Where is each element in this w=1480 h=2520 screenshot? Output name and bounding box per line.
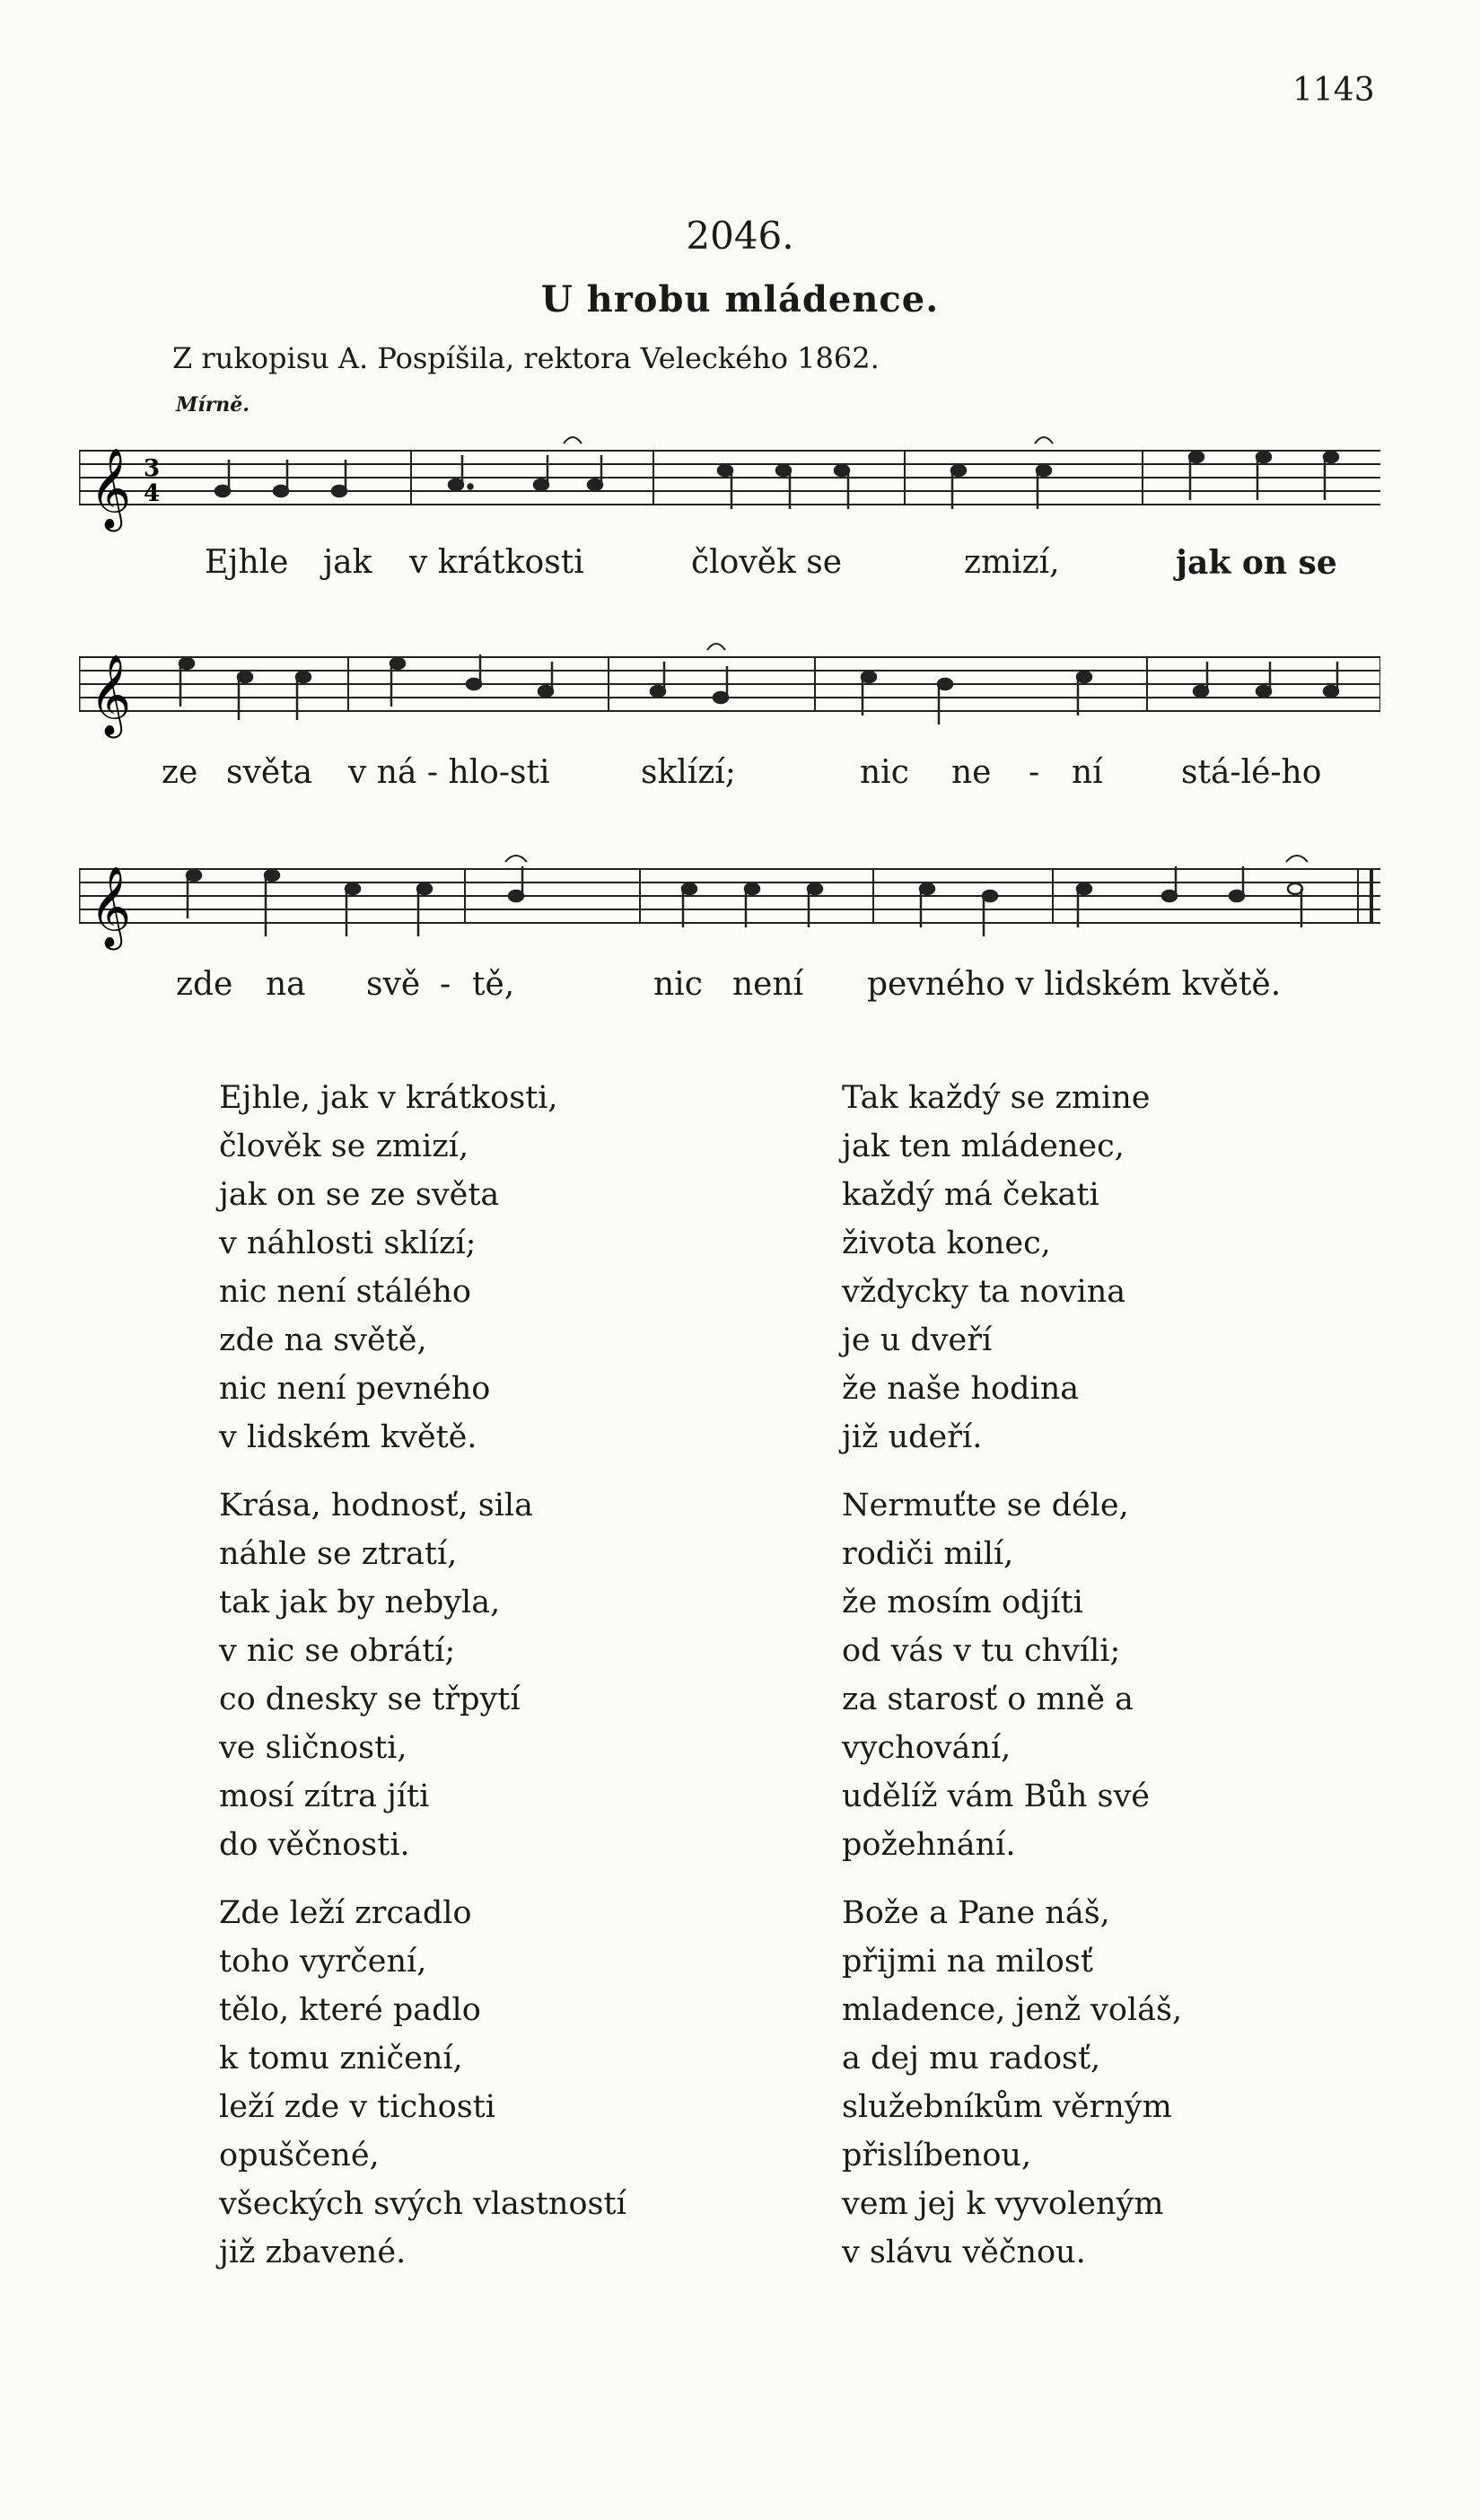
- verse-line: náhle se ztratí,: [219, 1536, 458, 1572]
- lyric-word: pevného v lidském květě.: [867, 966, 1282, 1003]
- verse-2: [219, 1481, 533, 1869]
- lyric-word: zmizí,: [964, 544, 1060, 581]
- lyric-word: -: [440, 966, 451, 1003]
- verse-1: [219, 1074, 558, 1462]
- verse-line: v slávu věčnou.: [842, 2235, 1086, 2270]
- verse-line: opuščené,: [219, 2138, 380, 2173]
- verse-line: přijmi na milosť: [842, 1944, 1093, 1980]
- verse-line: v náhlosti sklízí;: [219, 1225, 477, 1261]
- verse-line: k tomu zničení,: [219, 2041, 463, 2077]
- lyric-word: v krátkosti: [409, 544, 584, 581]
- lyric-word: stá-lé-ho: [1181, 754, 1322, 791]
- lyric-word: tě,: [472, 966, 515, 1003]
- lyric-word: nic: [653, 966, 703, 1003]
- verse-line: člověk se zmizí,: [219, 1128, 469, 1164]
- verse-line: udělíž vám Bůh své: [842, 1778, 1150, 1814]
- verse-line: že naše hodina: [842, 1371, 1080, 1407]
- lyric-word: světa: [226, 754, 313, 791]
- verse-line: již udeří.: [842, 1419, 983, 1455]
- verse-line: je u dveří: [842, 1322, 993, 1358]
- verse-line: vem jej k vyvoleným: [842, 2186, 1164, 2222]
- lyric-word: na: [266, 966, 306, 1003]
- verse-4: [842, 1074, 1151, 1462]
- verse-line: za starosť o mně a: [842, 1681, 1134, 1717]
- verse-line: mladence, jenž voláš,: [842, 1992, 1183, 2028]
- verse-line: vychování,: [842, 1730, 1011, 1766]
- verse-line: do věčnosti.: [219, 1827, 410, 1863]
- verse-line: v nic se obrátí;: [219, 1633, 456, 1669]
- verse-line: rodiči milí,: [842, 1536, 1014, 1572]
- verse-line: co dnesky se třpytí: [219, 1681, 521, 1717]
- svg-text:4: 4: [144, 480, 161, 507]
- verse-line: ve sličnosti,: [219, 1730, 407, 1766]
- svg-text:3: 3: [144, 455, 161, 482]
- verse-line: nic není pevného: [219, 1371, 491, 1407]
- verse-line: přislíbenou,: [842, 2138, 1032, 2173]
- lyric-word: ze: [162, 754, 198, 791]
- song-title: U hrobu mládence.: [540, 278, 940, 320]
- verse-line: tělo, které padlo: [219, 1992, 481, 2028]
- verse-line: Tak každý se zmine: [842, 1080, 1151, 1116]
- verse-line: Ejhle, jak v krátkosti,: [219, 1080, 558, 1116]
- lyric-word: nic: [860, 754, 909, 791]
- lyric-word: člověk se: [691, 544, 843, 581]
- lyric-word: svě: [366, 966, 421, 1003]
- verse-line: požehnání.: [842, 1827, 1016, 1863]
- verse-line: toho vyrčení,: [219, 1944, 427, 1980]
- verse-line: Bože a Pane náš,: [842, 1895, 1110, 1931]
- verse-line: mosí zítra jíti: [219, 1778, 430, 1814]
- lyric-word: není: [732, 966, 804, 1003]
- verse-line: vždycky ta novina: [842, 1274, 1126, 1310]
- music-staff-1: [79, 433, 1380, 540]
- verse-line: Krása, hodnosť, sila: [219, 1488, 533, 1523]
- verse-line: leží zde v tichosti: [219, 2089, 495, 2125]
- lyric-word: jak: [323, 544, 372, 581]
- treble-clef-icon: 𝄞: [90, 654, 132, 735]
- verse-6: [842, 1889, 1182, 2277]
- page-number: 1143: [1292, 72, 1375, 109]
- verse-line: od vás v tu chvíli;: [842, 1633, 1121, 1669]
- verse-line: všeckých svých vlastností: [219, 2186, 626, 2222]
- verse-line: jak ten mládenec,: [842, 1128, 1125, 1164]
- verse-5: [842, 1481, 1150, 1869]
- verse-line: že mosím odjíti: [842, 1585, 1083, 1620]
- lyric-word: v ná - hlo-sti: [348, 754, 550, 791]
- verse-line: nic není stálého: [219, 1274, 471, 1310]
- verse-line: zde na světě,: [219, 1322, 427, 1358]
- source-note: Z rukopisu A. Pospíšila, rektora Veleckého 1862.: [172, 341, 880, 375]
- lyric-word: Ejhle: [205, 544, 289, 581]
- verse-line: služebníkům věrným: [842, 2089, 1172, 2125]
- treble-clef-icon: 𝄞: [90, 866, 132, 947]
- verse-line: každý má čekati: [842, 1177, 1099, 1213]
- verse-line: života konec,: [842, 1225, 1051, 1261]
- verse-line: a dej mu radosť,: [842, 2041, 1101, 2077]
- verse-line: jak on se ze světa: [219, 1177, 500, 1213]
- verse-line: Zde leží zrcadlo: [219, 1895, 472, 1931]
- lyric-word: -: [1029, 754, 1040, 791]
- verse-line: tak jak by nebyla,: [219, 1585, 501, 1620]
- verse-3: [219, 1889, 626, 2277]
- lyric-word: ní: [1072, 754, 1103, 791]
- lyric-word: jak on se: [1176, 544, 1337, 582]
- music-staff-2: [79, 639, 1380, 747]
- verse-line: již zbavené.: [219, 2235, 407, 2270]
- verse-line: Nermuťte se déle,: [842, 1488, 1129, 1523]
- treble-clef-icon: 𝄞: [90, 448, 132, 529]
- verse-line: v lidském květě.: [219, 1419, 477, 1455]
- music-staff-3: [79, 851, 1380, 959]
- tempo-marking: Mírně.: [176, 393, 250, 417]
- lyric-word: ne: [951, 754, 992, 791]
- lyric-word: sklízí;: [641, 754, 736, 791]
- song-number: 2046.: [686, 214, 794, 258]
- lyric-word: zde: [176, 966, 233, 1003]
